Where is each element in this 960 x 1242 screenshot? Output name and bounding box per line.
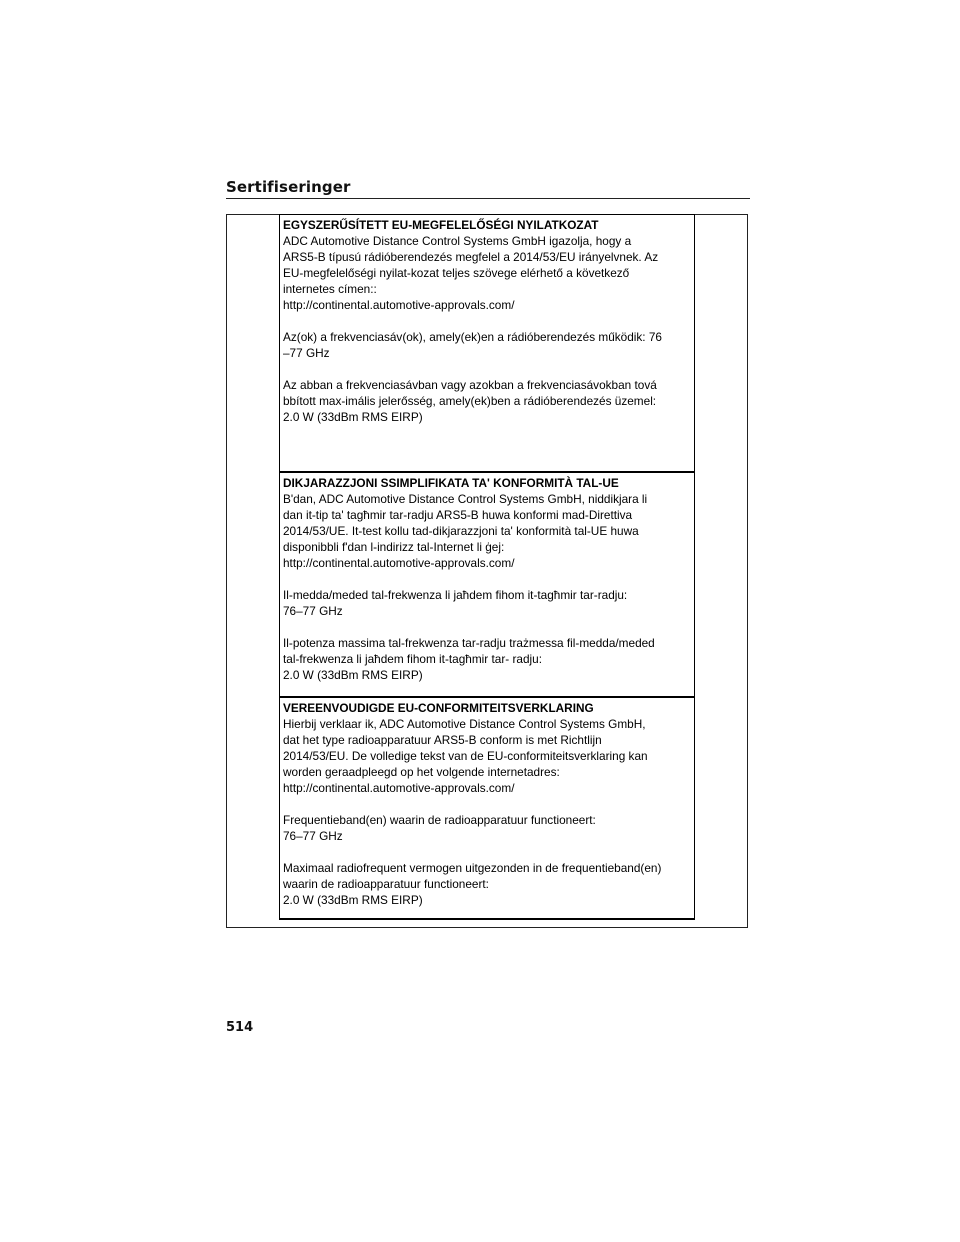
- declaration-statement: ADC Automotive Distance Control Systems GmbH igazolja, hogy a ARS5-B típusú rádióberendezés megfelel a 2014/53/EU irányelvnek. Az EU-megfelelőségi nyilat-kozat teljes szövege elérhető a következő internetes címen:: http://continental.automotive-approvals.com/: [283, 234, 659, 312]
- declaration-frequency: Il-medda/meded tal-frekwenza li jaħdem fihom it-tagħmir tar-radju: 76–77 GHz: [283, 588, 628, 618]
- declaration-statement: B'dan, ADC Automotive Distance Control Systems GmbH, niddikjara li dan it-tip ta' tagħmir tar-radju ARS5-B huwa konformi mad-Direttiva 2014/53/UE. It-test kollu tad-dikjarazzjoni ta' konformità tal-UE huwa disponibbli f'dan l-indirizz tal-Internet li ġej: http://continental.automotive-approvals.com/: [283, 492, 648, 570]
- declaration-heading: DIKJARAZZJONI SSIMPLIFIKATA TA' KONFORMITÀ TAL-UE: [283, 476, 619, 490]
- declaration-frequency: Frequentieband(en) waarin de radioapparatuur functioneert: 76–77 GHz: [283, 813, 596, 843]
- title-rule: [226, 198, 750, 199]
- declaration-power: Maximaal radiofrequent vermogen uitgezonden in de frequentieband(en) waarin de radioapparatuur functioneert: 2.0 W (33dBm RMS EIRP): [283, 861, 662, 907]
- declaration-dutch: [280, 696, 694, 918]
- declaration-power: Il-potenza massima tal-frekwenza tar-radju trażmessa fil-medda/meded tal-frekwenza li jaħdem fihom it-tagħmir tar- radju: 2.0 W (33dBm RMS EIRP): [283, 636, 655, 682]
- page-number: 514: [226, 1020, 254, 1035]
- declaration-frequency: Az(ok) a frekvenciasáv(ok), amely(ek)en a rádióberendezés működik: 76 –77 GHz: [283, 330, 662, 360]
- declaration-statement: Hierbij verklaar ik, ADC Automotive Distance Control Systems GmbH, dat het type radioapparatuur ARS5-B conform is met Richtlijn 2014/53/EU. De volledige tekst van de EU-conformiteitsverklaring kan worden geraadpleegd op het volgende internetadres: http://continental.automotive-approvals.com/: [283, 717, 648, 795]
- section-title: Sertifiseringer: [226, 178, 351, 196]
- certificate-scan: [279, 214, 695, 920]
- declaration-hungarian: [280, 214, 694, 471]
- declaration-heading: VEREENVOUDIGDE EU-CONFORMITEITSVERKLARING: [283, 701, 594, 715]
- declaration-power: Az abban a frekvenciasávban vagy azokban a frekvenciasávokban tová bbított max-imális jelerősség, amely(ek)ben a rádióberendezés üzemel: 2.0 W (33dBm RMS EIRP): [283, 378, 657, 424]
- declaration-heading: EGYSZERŰSÍTETT EU-MEGFELELŐSÉGI NYILATKOZAT: [283, 218, 599, 232]
- declaration-maltese: [280, 471, 694, 696]
